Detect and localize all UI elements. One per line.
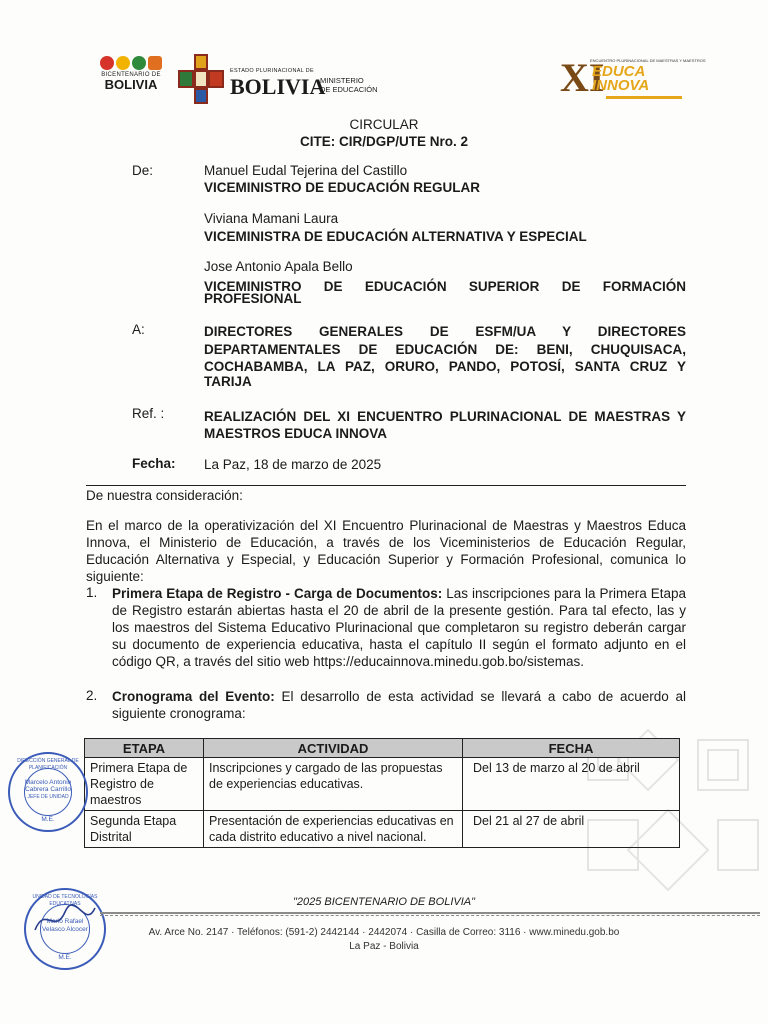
a-line1: DIRECTORES GENERALES DE ESFM/UA Y DIRECTORES: [204, 324, 686, 339]
sender1-title: VICEMINISTRO DE EDUCACIÓN REGULAR: [204, 180, 481, 195]
table-row: [85, 758, 680, 811]
a-line4: TARIJA: [204, 374, 252, 389]
header-fecha: FECHA: [463, 739, 680, 758]
official-stamp-planificacion: DIRECCIÓN GENERAL DE PLANIFICACIÓN Marcelo Antonio Cabrera Carrillo JEFE DE UNIDAD M.E.: [8, 752, 88, 832]
bicentenario-small-text: BICENTENARIO DE: [101, 72, 161, 78]
doc-type: CIRCULAR: [349, 117, 419, 132]
item2-text: El desarrollo de esta actividad se llevará a cabo de acuerdo al siguiente cronograma:: [112, 689, 686, 721]
doc-cite: CITE: CIR/DGP/UTE Nro. 2: [299, 134, 468, 149]
actividad-cell: Inscripciones y cargado de las propuestas de experiencias educativas.: [204, 758, 463, 811]
item2-paragraph: [112, 688, 686, 722]
sender3-name: Jose Antonio Apala Bello: [204, 259, 353, 274]
item1-title: Primera Etapa de Registro - Carga de Documentos:: [112, 586, 443, 601]
item1-number: 1.: [86, 585, 98, 600]
sender3-title-line1: VICEMINISTRO DE EDUCACIÓN SUPERIOR DE FORMACIÓN: [204, 279, 686, 294]
ref-line1: REALIZACIÓN DEL XI ENCUENTRO PLURINACIONAL DE MAESTRAS Y: [204, 409, 686, 424]
actividad-cell: Presentación de experiencias educativas en cada distrito educativo a nivel nacional.: [204, 811, 463, 848]
item2-title: Cronograma del Evento:: [112, 689, 275, 704]
header-divider: [86, 485, 686, 486]
cronograma-table: [84, 738, 680, 848]
ref-line2: MAESTROS EDUCA INNOVA: [204, 426, 388, 441]
item1-text: Las inscripciones para la Primera Etapa de Registro estarán abiertas hasta el 20 de abril de la presente gestión. Para tal efecto, las y los maestros del Sistema Educativo Plurinacional que completaron su registro deberán cargar su documento de experiencia educativa, hasta el capítulo II según el formato adjunto en el código QR, a través del sitio web https://educainnova.minedu.gob.bo/sistemas.: [112, 586, 686, 669]
sender2-name: Viviana Mamani Laura: [204, 211, 339, 226]
header-actividad: ACTIVIDAD: [204, 739, 463, 758]
item1-paragraph: [112, 585, 686, 670]
fecha-value: La Paz, 18 de marzo de 2025: [204, 457, 382, 472]
ministerio-text: MINISTERIO DE EDUCACIÓN: [320, 76, 378, 94]
sender3-title-line2: PROFESIONAL: [204, 291, 302, 306]
ref-label: Ref. :: [132, 406, 165, 421]
educa-xi-text: XI: [560, 55, 605, 100]
footer-divider-dashed: [100, 915, 760, 916]
fecha-cell: Del 13 de marzo al 20 de abril: [463, 758, 680, 811]
official-stamp-tecnologias: UNIDAD DE TECNOLOGÍAS EDUCATIVAS Mario Rafael Velasco Alcocer M.E.: [24, 888, 106, 970]
fecha-cell: Del 21 al 27 de abril: [463, 811, 680, 848]
footer-city: La Paz - Bolivia: [349, 941, 419, 952]
table-row: [85, 811, 680, 848]
bicentenario-big-text: BOLIVIA: [104, 77, 158, 92]
item2-number: 2.: [86, 688, 98, 703]
a-line2: DEPARTAMENTALES DE EDUCACIÓN DE: BENI, CHUQUISACA,: [204, 342, 686, 357]
estado-big-text: BOLIVIA: [230, 74, 326, 99]
table-header-row: [85, 739, 680, 758]
header-etapa: ETAPA: [85, 739, 204, 758]
de-label: De:: [132, 163, 154, 178]
bicentenario-logo: [100, 56, 162, 91]
a-label: A:: [132, 322, 145, 337]
sender2-title: VICEMINISTRA DE EDUCACIÓN ALTERNATIVA Y ESPECIAL: [204, 229, 587, 244]
educa-tiny-text: ENCUENTRO PLURINACIONAL DE MAESTRAS Y MAESTROS: [590, 58, 706, 63]
etapa-cell: Segunda Etapa Distrital: [85, 811, 204, 848]
educa-bar: [606, 96, 682, 99]
educa-line2: INNOVA: [592, 77, 650, 94]
footer-address: Av. Arce No. 2147 · Teléfonos: (591-2) 2442144 · 2442074 · Casilla de Correo: 3116 · www.minedu.gob.bo: [148, 927, 620, 938]
fecha-label: Fecha:: [132, 456, 176, 471]
footer-motto: "2025 BICENTENARIO DE BOLIVIA": [292, 896, 476, 908]
educa-line1: EDUCA: [592, 63, 646, 80]
a-line3: COCHABAMBA, LA PAZ, ORURO, PANDO, POTOSÍ, SANTA CRUZ Y: [204, 359, 686, 374]
sender1-name: Manuel Eudal Tejerina del Castillo: [204, 163, 408, 178]
educa-innova-logo: [560, 55, 706, 102]
estado-small-text: ESTADO PLURINACIONAL DE: [230, 68, 314, 74]
intro-paragraph: En el marco de la operativización del XI Encuentro Plurinacional de Maestras y Maestros Educa Innova, el Ministerio de Educación, a través de los Viceministerios de Educación Regular, Educación Alternativa y Especial, y Educación Superior y Formación Profesional, comunica lo siguiente:: [86, 518, 686, 584]
chakana-emblem-icon: [178, 54, 224, 104]
etapa-cell: Primera Etapa de Registro de maestros: [85, 758, 204, 811]
salutation: De nuestra consideración:: [86, 488, 243, 503]
footer-divider: [100, 912, 760, 914]
